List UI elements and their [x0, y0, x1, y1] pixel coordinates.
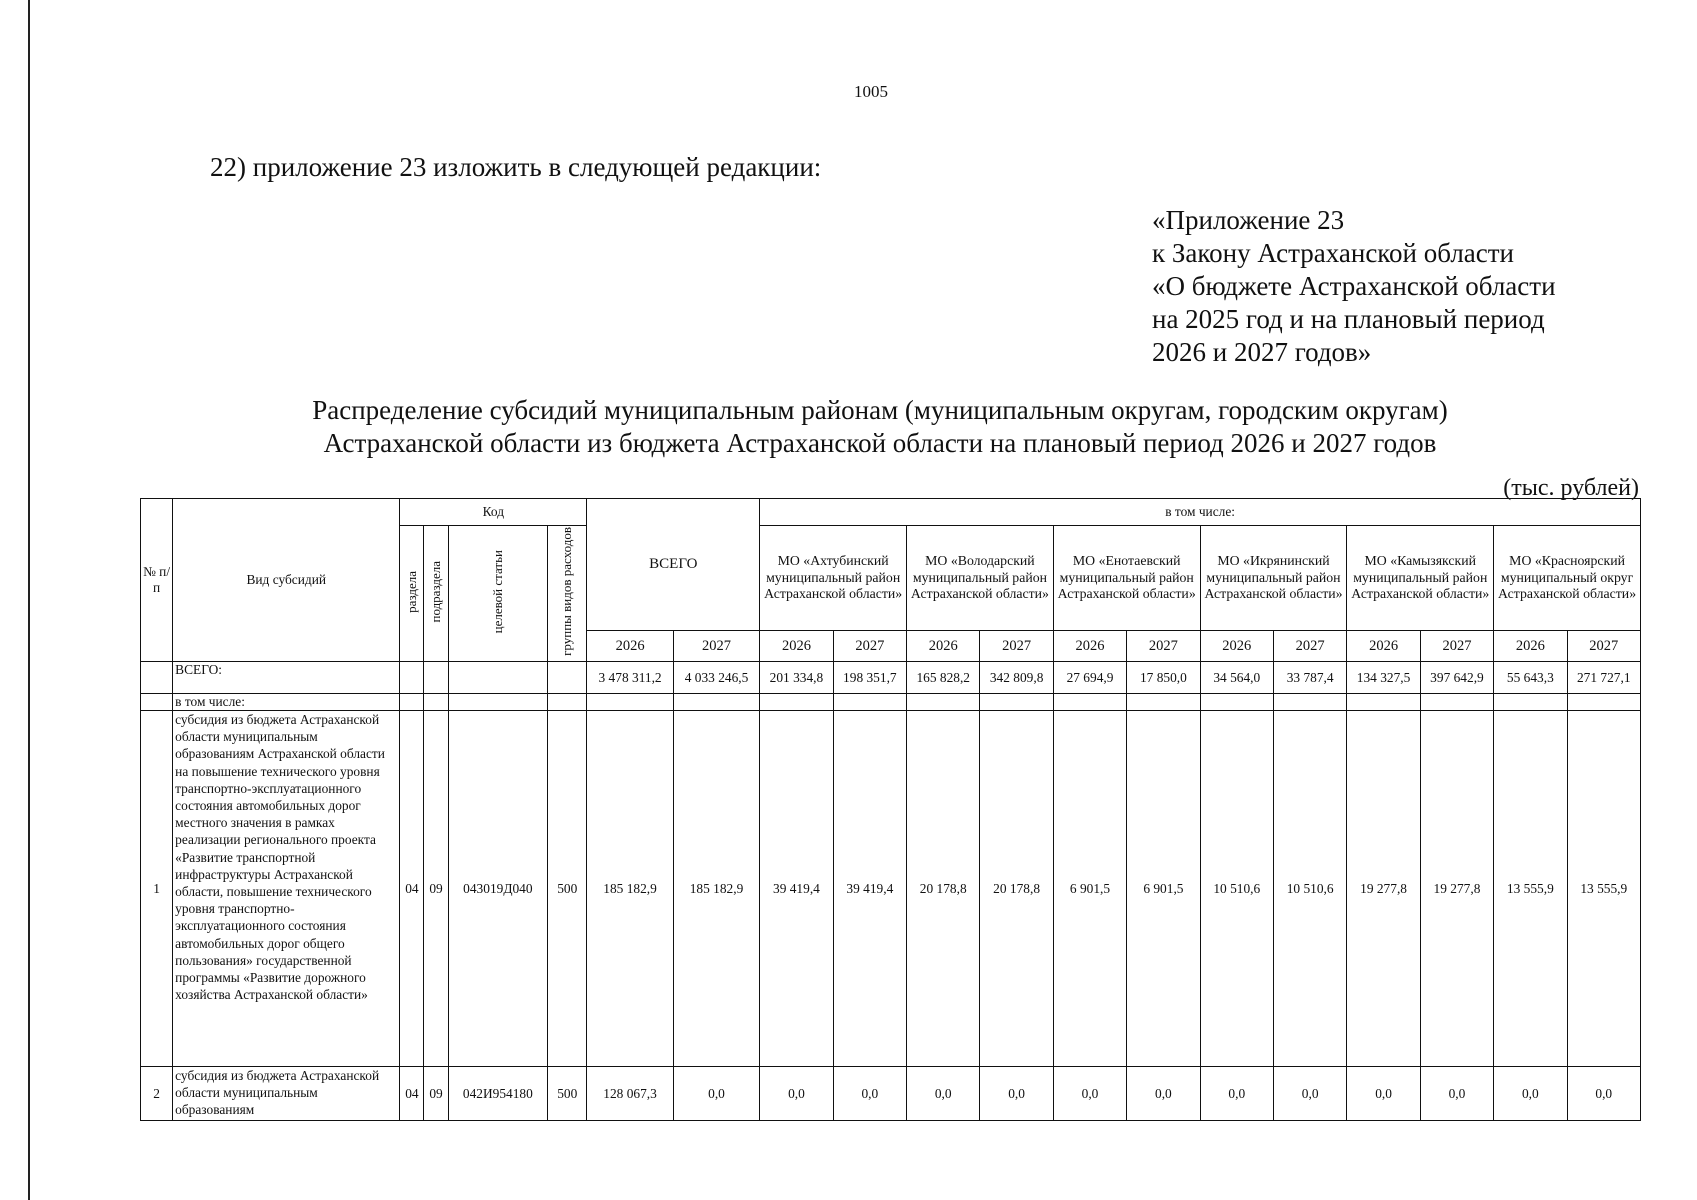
- amount-cell: 0,0: [760, 1067, 833, 1121]
- header-expense-group: группы видов расходов: [548, 526, 587, 662]
- appendix-line: к Закону Астраханской области: [1152, 238, 1515, 268]
- title-line: Астраханской области из бюджета Астраханской области на плановый период 2026 и 2027 годов: [323, 428, 1437, 458]
- header-section: раздела: [400, 526, 424, 662]
- row-number: 2: [141, 1067, 173, 1121]
- amount-cell: 0,0: [980, 1067, 1053, 1121]
- header-subsection: подраздела: [424, 526, 448, 662]
- empty-cell: [907, 694, 980, 711]
- amount-cell: 39 419,4: [760, 711, 833, 1067]
- including-row: [141, 694, 1641, 711]
- amount-cell: 20 178,8: [907, 711, 980, 1067]
- total-cell: 33 787,4: [1273, 662, 1346, 694]
- empty-cell: [1420, 694, 1493, 711]
- total-cell: 55 643,3: [1494, 662, 1567, 694]
- total-cell: 3 478 311,2: [587, 662, 673, 694]
- header-mo-enotaevsky: МО «Енотаевский муниципальный район Астраханской области»: [1053, 526, 1200, 631]
- header-year: 2027: [833, 631, 906, 662]
- total-cell: 34 564,0: [1200, 662, 1273, 694]
- total-cell: 198 351,7: [833, 662, 906, 694]
- amount-cell: 10 510,6: [1273, 711, 1346, 1067]
- empty-cell: [400, 662, 424, 694]
- empty-cell: [673, 694, 759, 711]
- amount-cell: 39 419,4: [833, 711, 906, 1067]
- table-row: [141, 1067, 1641, 1121]
- appendix-line: «О бюджете Астраханской области: [1152, 271, 1556, 301]
- amount-cell: 0,0: [1053, 1067, 1126, 1121]
- total-cell: 342 809,8: [980, 662, 1053, 694]
- total-cell: 165 828,2: [907, 662, 980, 694]
- unit-label: (тыс. рублей): [1503, 475, 1639, 501]
- header-number: № п/п: [141, 499, 173, 662]
- amount-cell: 0,0: [907, 1067, 980, 1121]
- header-year: 2026: [1053, 631, 1126, 662]
- amount-cell: 13 555,9: [1494, 711, 1567, 1067]
- empty-cell: [400, 694, 424, 711]
- total-cell: 134 327,5: [1347, 662, 1420, 694]
- amount-cell: 19 277,8: [1420, 711, 1493, 1067]
- amount-cell: 0,0: [1273, 1067, 1346, 1121]
- header-year: 2027: [1127, 631, 1200, 662]
- appendix-reference: [1152, 204, 1556, 369]
- appendix-line: «Приложение 23: [1152, 205, 1345, 235]
- target-article-code: 042И954180: [448, 1067, 548, 1121]
- header-year: 2026: [760, 631, 833, 662]
- empty-cell: [1053, 694, 1126, 711]
- total-cell: 271 727,1: [1567, 662, 1640, 694]
- header-total: ВСЕГО: [587, 499, 760, 631]
- empty-cell: [1200, 694, 1273, 711]
- left-margin-rule: [28, 0, 30, 1200]
- header-year: 2026: [1494, 631, 1567, 662]
- amount-cell: 0,0: [833, 1067, 906, 1121]
- empty-cell: [141, 694, 173, 711]
- amount-cell: 0,0: [1347, 1067, 1420, 1121]
- header-mo-ikryaninsky: МО «Икрянинский муниципальный район Астраханской области»: [1200, 526, 1347, 631]
- empty-cell: [448, 662, 548, 694]
- header-mo-akhtubinsky: МО «Ахтубинский муниципальный район Астраханской области»: [760, 526, 907, 631]
- empty-cell: [548, 662, 587, 694]
- amount-cell: 10 510,6: [1200, 711, 1273, 1067]
- empty-cell: [1494, 694, 1567, 711]
- amount-cell: 0,0: [1127, 1067, 1200, 1121]
- appendix-line: 2026 и 2027 годов»: [1152, 337, 1372, 367]
- amount-cell: 0,0: [1494, 1067, 1567, 1121]
- total-row: [141, 662, 1641, 694]
- empty-cell: [548, 694, 587, 711]
- title-line: Распределение субсидий муниципальным районам (муниципальным округам, городским округам): [312, 395, 1448, 425]
- including-label: в том числе:: [173, 694, 400, 711]
- empty-cell: [833, 694, 906, 711]
- header-subsidy-type: Вид субсидий: [173, 499, 400, 662]
- section-code: 04: [400, 1067, 424, 1121]
- header-mo-volodarsky: МО «Володарский муниципальный район Астраханской области»: [907, 526, 1054, 631]
- document-title: [140, 394, 1620, 460]
- header-code: Код: [400, 499, 587, 526]
- empty-cell: [141, 662, 173, 694]
- amount-cell: 0,0: [1420, 1067, 1493, 1121]
- empty-cell: [1567, 694, 1640, 711]
- row-number: 1: [141, 711, 173, 1067]
- empty-cell: [760, 694, 833, 711]
- empty-cell: [424, 694, 448, 711]
- header-mo-krasnoyarsky: МО «Красноярский муниципальный округ Астраханской области»: [1494, 526, 1641, 631]
- header-year: 2026: [1347, 631, 1420, 662]
- subsection-code: 09: [424, 1067, 448, 1121]
- total-cell: 17 850,0: [1127, 662, 1200, 694]
- subsection-code: 09: [424, 711, 448, 1067]
- amount-cell: 185 182,9: [673, 711, 759, 1067]
- page-number: 1005: [854, 82, 888, 101]
- row-description: субсидия из бюджета Астраханской области муниципальным образованиям: [173, 1067, 400, 1121]
- header-including: в том числе:: [760, 499, 1641, 526]
- header-year: 2026: [1200, 631, 1273, 662]
- amount-cell: 185 182,9: [587, 711, 673, 1067]
- expense-group-code: 500: [548, 1067, 587, 1121]
- total-cell: 201 334,8: [760, 662, 833, 694]
- header-year: 2026: [587, 631, 673, 662]
- amount-cell: 128 067,3: [587, 1067, 673, 1121]
- appendix-line: на 2025 год и на плановый период: [1152, 304, 1545, 334]
- empty-cell: [587, 694, 673, 711]
- empty-cell: [1273, 694, 1346, 711]
- expense-group-code: 500: [548, 711, 587, 1067]
- amount-cell: 20 178,8: [980, 711, 1053, 1067]
- section-code: 04: [400, 711, 424, 1067]
- subsidies-table: [140, 498, 1641, 1121]
- header-year: 2027: [1567, 631, 1640, 662]
- header-target-article: целевой статьи: [448, 526, 548, 662]
- empty-cell: [1347, 694, 1420, 711]
- header-mo-kamyzyaksky: МО «Камызякский муниципальный район Астраханской области»: [1347, 526, 1494, 631]
- amount-cell: 0,0: [1200, 1067, 1273, 1121]
- empty-cell: [448, 694, 548, 711]
- total-cell: 27 694,9: [1053, 662, 1126, 694]
- table-row: [141, 711, 1641, 1067]
- header-year: 2027: [673, 631, 759, 662]
- row-description: субсидия из бюджета Астраханской области муниципальным образованиям Астраханской области на повышение технического уровня транспортно-эксплуатационного состояния автомобильных дорог местного значения в рамках реализации регионального проекта «Развитие транспортной инфраструктуры Астраханской области, повышение технического уровня транспортно-эксплуатационного состояния автомобильных дорог общего пользования» государственной программы «Развитие дорожного хозяйства Астраханской области»: [173, 711, 400, 1067]
- empty-cell: [424, 662, 448, 694]
- total-cell: 4 033 246,5: [673, 662, 759, 694]
- amount-cell: 19 277,8: [1347, 711, 1420, 1067]
- amount-cell: 13 555,9: [1567, 711, 1640, 1067]
- header-year: 2027: [1273, 631, 1346, 662]
- total-cell: 397 642,9: [1420, 662, 1493, 694]
- amount-cell: 6 901,5: [1053, 711, 1126, 1067]
- amount-cell: 0,0: [1567, 1067, 1640, 1121]
- header-year: 2027: [980, 631, 1053, 662]
- total-label: ВСЕГО:: [173, 662, 400, 694]
- empty-cell: [980, 694, 1053, 711]
- target-article-code: 043019Д040: [448, 711, 548, 1067]
- amount-cell: 6 901,5: [1127, 711, 1200, 1067]
- empty-cell: [1127, 694, 1200, 711]
- header-year: 2026: [907, 631, 980, 662]
- header-year: 2027: [1420, 631, 1493, 662]
- amendment-instruction: 22) приложение 23 изложить в следующей редакции:: [210, 152, 822, 182]
- amount-cell: 0,0: [673, 1067, 759, 1121]
